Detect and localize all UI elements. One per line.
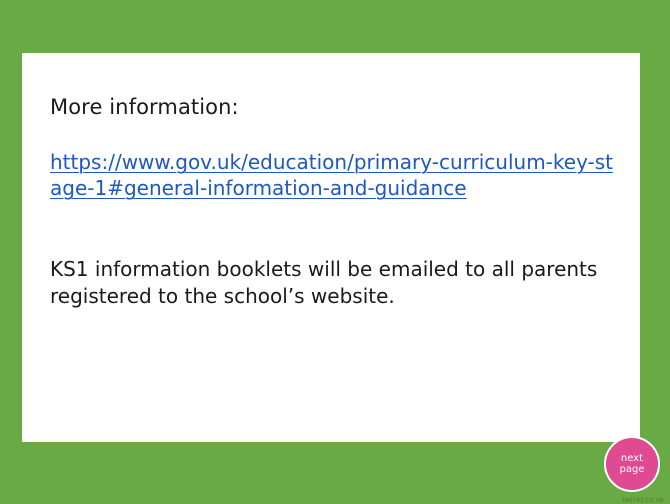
slide-card (22, 53, 640, 442)
next-page-button[interactable] (604, 436, 660, 492)
info-text: KS1 information booklets will be emailed to all parents registered to the school’s website. (50, 257, 598, 308)
next-page-label: next page (619, 453, 645, 475)
twinkl-watermark: twinkl.co.uk (622, 496, 664, 504)
slide-heading: More information: (50, 95, 239, 119)
gov-uk-link[interactable]: https://www.gov.uk/education/primary-curriculum-key-stage-1#general-information-and-guidance (50, 150, 614, 200)
